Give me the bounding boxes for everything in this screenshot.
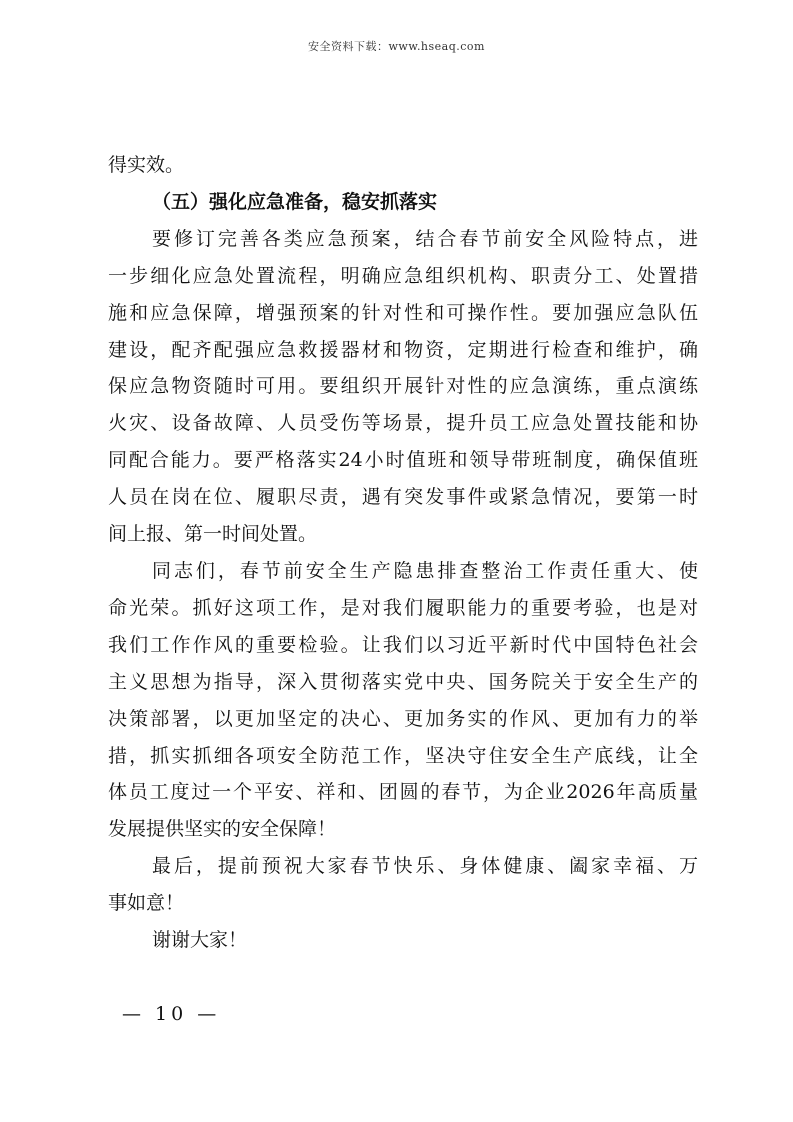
page-number: — 10 —	[122, 1003, 221, 1025]
paragraph	[108, 221, 698, 553]
text-line: 同配合能力。要严格落实24小时值班和领导带班制度，确保值班	[108, 449, 698, 472]
text-line: 要修订完善各类应急预案，结合春节前安全风险特点，进	[152, 227, 698, 250]
document-body	[108, 147, 698, 959]
text-line: 施和应急保障，增强预案的针对性和可操作性。要加强应急队伍	[108, 301, 698, 324]
text-line: 间上报、第一时间处置。	[108, 523, 318, 546]
text-line: 命光荣。抓好这项工作，是对我们履职能力的重要考验，也是对	[108, 596, 698, 619]
text-line: 人员在岗在位、履职尽责，遇有突发事件或紧急情况，要第一时	[108, 486, 698, 509]
text-line: 火灾、设备故障、人员受伤等场景，提升员工应急处置技能和协	[108, 412, 698, 435]
text-line: （五）强化应急准备，稳安抓落实	[152, 190, 438, 213]
text-line: 决策部署，以更加坚定的决心、更加务实的作风、更加有力的举	[108, 707, 698, 730]
text-line: 建设，配齐配强应急救援器材和物资，定期进行检查和维护，确	[108, 338, 698, 361]
paragraph	[108, 922, 698, 959]
text-line: 发展提供坚实的安全保障！	[108, 818, 337, 841]
text-line: 一步细化应急处置流程，明确应急组织机构、职责分工、处置措	[108, 264, 698, 287]
paragraph	[108, 147, 698, 184]
text-line: 得实效。	[108, 154, 185, 176]
paragraph	[108, 848, 698, 922]
text-line: 体员工度过一个平安、祥和、团圆的春节，为企业2026年高质量	[108, 781, 698, 804]
text-line: 同志们，春节前安全生产隐患排查整治工作责任重大、使	[152, 559, 698, 582]
text-line: 主义思想为指导，深入贯彻落实党中央、国务院关于安全生产的	[108, 670, 698, 693]
text-line: 最后，提前预祝大家春节快乐、身体健康、阖家幸福、万	[152, 855, 698, 878]
text-line: 事如意！	[108, 892, 185, 915]
page-header-source: 安全资料下载：www.hseaq.com	[308, 40, 485, 53]
text-line: 我们工作作风的重要检验。让我们以习近平新时代中国特色社会	[108, 633, 698, 656]
text-line: 保应急物资随时可用。要组织开展针对性的应急演练，重点演练	[108, 375, 698, 398]
text-line: 谢谢大家！	[152, 929, 248, 952]
section-heading	[108, 184, 698, 221]
text-line: 措，抓实抓细各项安全防范工作，坚决守住安全生产底线，让全	[108, 744, 698, 767]
paragraph	[108, 553, 698, 848]
